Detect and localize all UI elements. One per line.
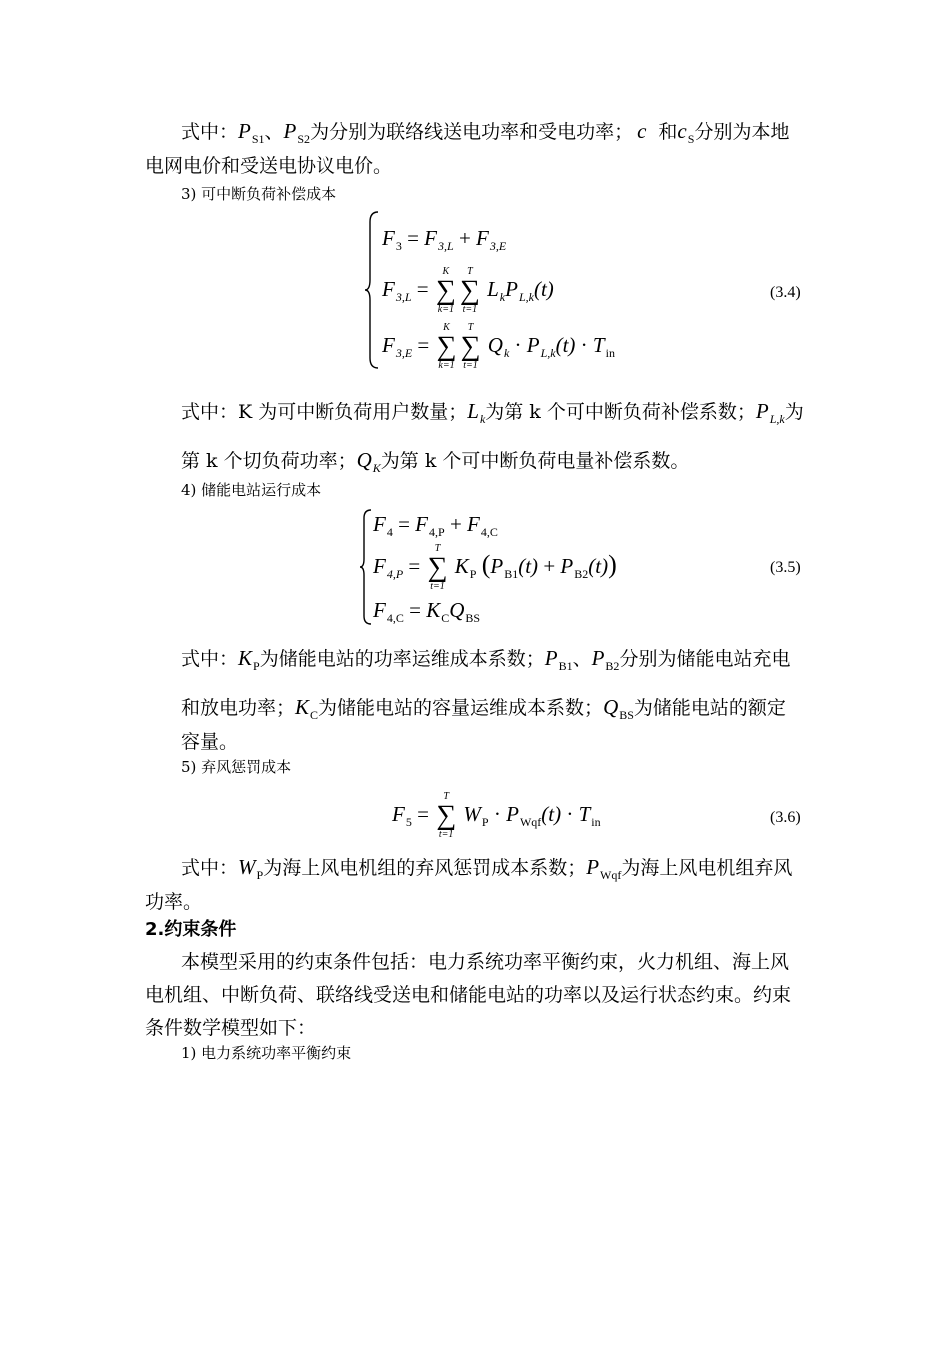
sum-top: T bbox=[434, 543, 441, 554]
var: P bbox=[560, 553, 574, 578]
var: F bbox=[373, 512, 386, 536]
text: 为储能电站的额定 bbox=[633, 697, 786, 719]
text: 式中： bbox=[181, 121, 239, 143]
sigma: ∑ bbox=[427, 552, 448, 583]
sub: C bbox=[441, 611, 450, 625]
sub: in bbox=[605, 345, 615, 360]
sum-bottom: k=1 bbox=[438, 360, 455, 371]
symbol-cs: $c_S$ bbox=[677, 119, 695, 146]
var: F bbox=[373, 553, 386, 578]
dot: · bbox=[575, 332, 593, 357]
equals: = bbox=[417, 332, 435, 357]
dot: · bbox=[561, 801, 579, 826]
eq-3-4-row2 bbox=[382, 267, 554, 315]
sub: B1 bbox=[504, 566, 519, 581]
para2-line2 bbox=[181, 448, 690, 475]
para4-line2: 功率。 bbox=[145, 891, 203, 913]
sum-symbol bbox=[459, 267, 481, 315]
text: 为海上风电机组弃风 bbox=[621, 857, 793, 879]
equals: = bbox=[416, 276, 434, 301]
var: F bbox=[382, 276, 395, 301]
sigma: ∑ bbox=[436, 331, 457, 362]
text: 为第 k 个可中断负荷补偿系数； bbox=[485, 401, 756, 423]
var: P bbox=[506, 801, 519, 826]
sum-symbol bbox=[460, 323, 482, 371]
sum-bottom: k=1 bbox=[437, 304, 454, 315]
sub: 3,L bbox=[438, 239, 454, 253]
equals: = bbox=[398, 512, 416, 536]
sub: P bbox=[481, 814, 489, 829]
constraints-heading: 2.约束条件 bbox=[145, 919, 237, 940]
dot: · bbox=[509, 332, 527, 357]
sigma: ∑ bbox=[460, 331, 481, 362]
para3-line2 bbox=[181, 695, 786, 722]
symbol-kp: $K_P$ bbox=[238, 646, 260, 673]
constraints-sub1-heading: 1) 电力系统功率平衡约束 bbox=[181, 1044, 352, 1062]
eq-3-5-row3 bbox=[373, 598, 480, 623]
sum-bottom: t=1 bbox=[462, 304, 478, 315]
var: P bbox=[526, 332, 540, 357]
sub: Wqf bbox=[519, 814, 542, 829]
var: Q bbox=[487, 332, 503, 357]
eq-3-5-row1 bbox=[373, 512, 498, 537]
eq-3-5-row2 bbox=[373, 544, 617, 592]
var: K bbox=[454, 553, 469, 578]
arg: (t) bbox=[518, 553, 539, 578]
text: 为海上风电机组的弃风惩罚成本系数； bbox=[263, 857, 587, 879]
section-3-heading: 3) 可中断负荷补偿成本 bbox=[181, 185, 337, 203]
constraints-para-line2: 电机组、中断负荷、联络线受送电和储能电站的功率以及运行状态约束。约束 bbox=[145, 984, 792, 1006]
text: 为 bbox=[784, 401, 804, 423]
sum-top: T bbox=[467, 322, 474, 333]
symbol-ps2: $P_{S2}$ bbox=[283, 119, 311, 146]
var: F bbox=[382, 332, 395, 357]
sum-bottom: t=1 bbox=[438, 829, 454, 840]
var: T bbox=[592, 332, 605, 357]
constraints-para-line1: 本模型采用的约束条件包括：电力系统功率平衡约束，火力机组、海上风 bbox=[181, 951, 790, 973]
symbol-wp: $W_P$ bbox=[238, 855, 264, 882]
var: Q bbox=[449, 598, 465, 622]
var: L bbox=[487, 276, 499, 301]
separator: 、 bbox=[572, 648, 592, 670]
arg: (t) bbox=[533, 276, 554, 301]
symbol-pb2: $P_{B2}$ bbox=[591, 646, 620, 673]
equation-number: (3.4) bbox=[770, 284, 801, 301]
sub: 3 bbox=[395, 239, 402, 253]
sub: 4,C bbox=[480, 525, 498, 539]
sub: 4,P bbox=[429, 525, 445, 539]
sub: 3,E bbox=[395, 345, 413, 360]
var: F bbox=[424, 226, 437, 250]
plus: + bbox=[458, 226, 477, 250]
var: K bbox=[426, 598, 441, 622]
text: 和 bbox=[658, 121, 678, 143]
paren-open: ( bbox=[481, 549, 491, 579]
symbol-qk: $Q_K$ bbox=[356, 448, 381, 475]
para1-line2: 电网电价和受送电协议电价。 bbox=[145, 155, 393, 177]
arg: (t) bbox=[541, 801, 562, 826]
section-4-heading: 4) 储能电站运行成本 bbox=[181, 481, 322, 499]
var: F bbox=[392, 801, 405, 826]
para1-line1 bbox=[181, 119, 790, 146]
sum-top: T bbox=[467, 266, 473, 277]
sum-symbol bbox=[435, 267, 457, 315]
eq-3-4-row1 bbox=[382, 226, 506, 251]
sub: k bbox=[503, 345, 510, 360]
equation-number: (3.6) bbox=[770, 809, 801, 826]
symbol-qbs: $Q_{BS}$ bbox=[603, 695, 634, 722]
arg: (t) bbox=[555, 332, 576, 357]
text: 分别为本地 bbox=[694, 121, 790, 143]
text: 式中： bbox=[181, 857, 239, 879]
var: T bbox=[578, 801, 591, 826]
sigma: ∑ bbox=[459, 275, 480, 306]
text: 分别为储能电站充电 bbox=[619, 648, 791, 670]
equals: = bbox=[409, 598, 427, 622]
var: F bbox=[467, 512, 480, 536]
arg: (t) bbox=[588, 553, 609, 578]
var: P bbox=[505, 276, 518, 301]
var: F bbox=[476, 226, 489, 250]
dot: · bbox=[488, 801, 507, 826]
symbol-kc: $K_C$ bbox=[295, 695, 319, 722]
sub: k bbox=[499, 289, 506, 304]
symbol-pwqf: $P_{Wqf}$ bbox=[586, 855, 622, 882]
text: 和放电功率； bbox=[181, 697, 296, 719]
var: F bbox=[373, 598, 386, 622]
sum-bottom: t=1 bbox=[463, 360, 478, 371]
separator: 、 bbox=[264, 121, 284, 143]
sum-symbol bbox=[436, 323, 458, 371]
eq-3-6 bbox=[392, 792, 601, 840]
constraints-para-line3: 条件数学模型如下： bbox=[145, 1017, 317, 1039]
symbol-plk: $P_{L,k}$ bbox=[755, 399, 785, 426]
equals: = bbox=[408, 553, 426, 578]
sub: 3,L bbox=[395, 289, 412, 304]
sigma: ∑ bbox=[435, 275, 456, 306]
paren-close: ) bbox=[608, 549, 617, 579]
var: F bbox=[415, 512, 428, 536]
sub: 4,P bbox=[386, 566, 404, 581]
sum-top: T bbox=[443, 791, 449, 802]
plus: + bbox=[538, 553, 561, 578]
equals: = bbox=[407, 226, 425, 250]
equation-number: (3.5) bbox=[770, 559, 801, 576]
sub: L,k bbox=[518, 289, 534, 304]
symbol-lk: $L_k$ bbox=[467, 399, 486, 426]
var: F bbox=[382, 226, 395, 250]
text: 为分别为联络线送电功率和受电功率； bbox=[310, 121, 634, 143]
sum-bottom: t=1 bbox=[430, 581, 445, 592]
sum-top: K bbox=[443, 322, 450, 333]
sub: in bbox=[591, 814, 601, 829]
symbol-ps1: $P_{S1}$ bbox=[238, 119, 265, 146]
sigma: ∑ bbox=[436, 800, 457, 831]
sub: B2 bbox=[574, 566, 589, 581]
sub: P bbox=[469, 566, 477, 581]
para4-line1 bbox=[181, 855, 793, 882]
var: P bbox=[490, 553, 504, 578]
text: 为储能电站的容量运维成本系数； bbox=[318, 697, 604, 719]
section-5-heading: 5) 弃风惩罚成本 bbox=[181, 758, 292, 776]
text: 第 k 个切负荷功率； bbox=[181, 450, 357, 472]
brace-3-5 bbox=[359, 508, 373, 626]
symbol-pb1: $P_{B1}$ bbox=[544, 646, 573, 673]
sub: BS bbox=[465, 611, 481, 625]
eq-3-4-row3 bbox=[382, 323, 615, 371]
sum-top: K bbox=[442, 266, 450, 277]
sub: 4,C bbox=[386, 611, 404, 625]
para3-line1 bbox=[181, 646, 791, 673]
sub: 3,E bbox=[489, 239, 507, 253]
text: 式中： bbox=[181, 648, 239, 670]
text: 式中：K 为可中断负荷用户数量； bbox=[181, 401, 468, 423]
sub: 5 bbox=[405, 814, 412, 829]
text: 为第 k 个可中断负荷电量补偿系数。 bbox=[380, 450, 690, 472]
para3-line3: 容量。 bbox=[181, 731, 239, 753]
brace-3-4 bbox=[364, 210, 380, 370]
plus: + bbox=[449, 512, 468, 536]
var: W bbox=[463, 801, 481, 826]
symbol-c: c bbox=[637, 119, 647, 143]
sum-symbol bbox=[435, 792, 457, 840]
para2-line1 bbox=[181, 399, 804, 426]
sum-symbol bbox=[427, 544, 449, 592]
equals: = bbox=[417, 801, 435, 826]
sub: L,k bbox=[540, 345, 556, 360]
sub: 4 bbox=[386, 525, 393, 539]
text: 为储能电站的功率运维成本系数； bbox=[259, 648, 545, 670]
